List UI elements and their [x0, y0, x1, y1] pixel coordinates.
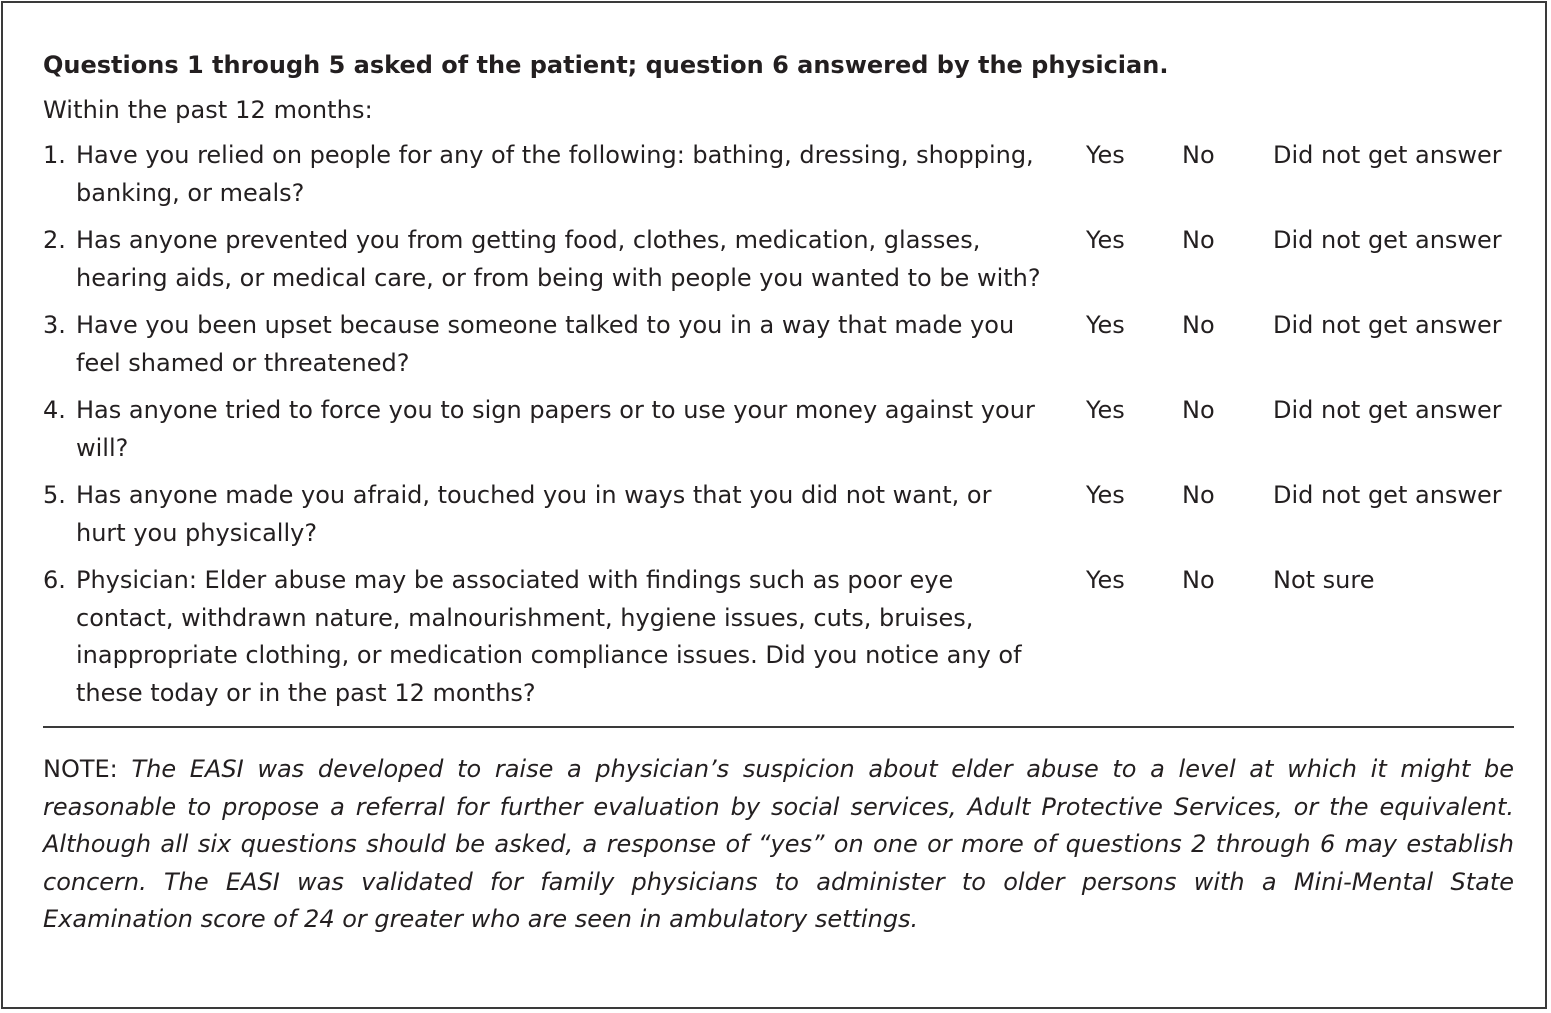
- question-text-block: [43, 562, 1043, 712]
- answer-yes-option: Yes: [1086, 226, 1125, 254]
- answer-yes-option: Yes: [1086, 311, 1125, 339]
- question-text-block: [43, 477, 1043, 552]
- question-row-4: [43, 392, 1514, 467]
- question-text-block: [43, 392, 1043, 467]
- question-number: 4.: [43, 396, 66, 424]
- answer-no-option: No: [1182, 226, 1215, 254]
- question-text: Physician: Elder abuse may be associated with findings such as poor eye contact, withdrawn nature, malnourishment, hygiene issues, cuts, bruises, inappropriate clothing, or medication compliance issues. Did you notice any of these today or in the past 12 months?: [76, 566, 1022, 707]
- footnote: [43, 751, 1514, 939]
- question-text-block: [43, 222, 1043, 297]
- answer-yes-option: Yes: [1086, 566, 1125, 594]
- note-label: NOTE:: [43, 755, 118, 783]
- question-row-2: [43, 222, 1514, 297]
- answer-yes-option: Yes: [1086, 481, 1125, 509]
- question-number: 3.: [43, 311, 66, 339]
- question-number: 6.: [43, 566, 66, 594]
- section-divider: [43, 726, 1514, 728]
- answer-other-option: Did not get answer: [1273, 481, 1502, 509]
- answer-other-option: Did not get answer: [1273, 396, 1502, 424]
- intro-text: Within the past 12 months:: [43, 96, 373, 124]
- question-text: Has anyone tried to force you to sign papers or to use your money against your will?: [76, 396, 1035, 462]
- answer-no-option: No: [1182, 396, 1215, 424]
- answer-other-option: Not sure: [1273, 566, 1375, 594]
- question-text: Have you been upset because someone talked to you in a way that made you feel shamed or threatened?: [76, 311, 1015, 377]
- document-frame: [1, 1, 1547, 1009]
- answer-no-option: No: [1182, 311, 1215, 339]
- question-list: [43, 137, 1514, 712]
- answer-other-option: Did not get answer: [1273, 311, 1502, 339]
- question-text-block: [43, 307, 1043, 382]
- question-text: Has anyone made you afraid, touched you in ways that you did not want, or hurt you physically?: [76, 481, 992, 547]
- answer-other-option: Did not get answer: [1273, 226, 1502, 254]
- answer-yes-option: Yes: [1086, 141, 1125, 169]
- question-number: 5.: [43, 481, 66, 509]
- question-row-5: [43, 477, 1514, 552]
- question-text: Has anyone prevented you from getting food, clothes, medication, glasses, hearing aids, or medical care, or from being with people you wanted to be with?: [76, 226, 1041, 292]
- question-text-block: [43, 137, 1043, 212]
- question-row-6: [43, 562, 1514, 712]
- answer-yes-option: Yes: [1086, 396, 1125, 424]
- question-number: 1.: [43, 141, 66, 169]
- answer-other-option: Did not get answer: [1273, 141, 1502, 169]
- question-row-3: [43, 307, 1514, 382]
- question-row-1: [43, 137, 1514, 212]
- answer-no-option: No: [1182, 141, 1215, 169]
- answer-no-option: No: [1182, 566, 1215, 594]
- question-text: Have you relied on people for any of the following: bathing, dressing, shopping, banking, or meals?: [76, 141, 1034, 207]
- question-number: 2.: [43, 226, 66, 254]
- document-heading: Questions 1 through 5 asked of the patient; question 6 answered by the physician.: [43, 51, 1169, 79]
- answer-no-option: No: [1182, 481, 1215, 509]
- document-content: [43, 47, 1514, 939]
- note-text: The EASI was developed to raise a physician’s suspicion about elder abuse to a level at which it might be reasonable to propose a referral for further evaluation by social services, Adult Protective Services, or the equivalent. Although all six questions should be asked, a response of “yes” on one or more of questions 2 through 6 may establish concern. The EASI was validated for family physicians to administer to older persons with a Mini-Mental State Examination score of 24 or greater who are seen in ambulatory settings.: [43, 755, 1514, 933]
